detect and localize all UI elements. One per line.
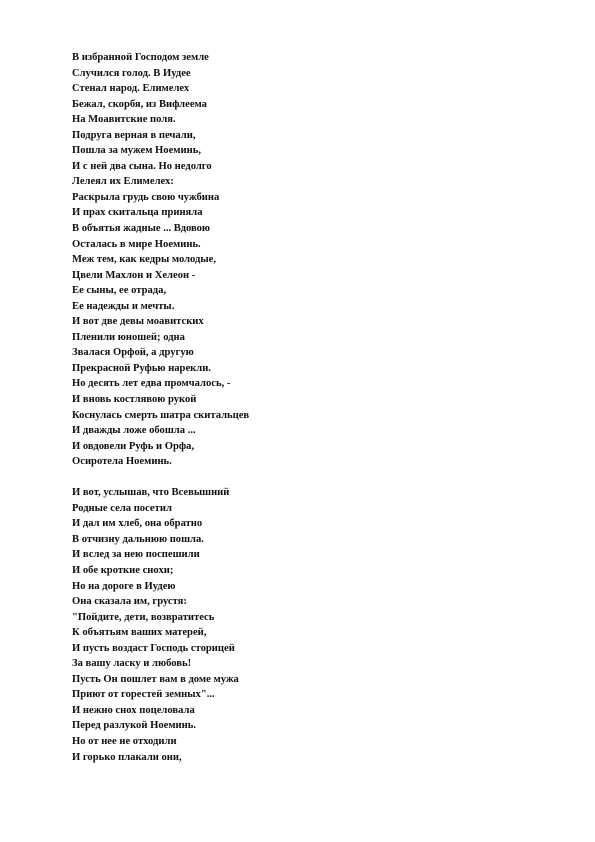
poem-line: Прекрасной Руфью нарекли. — [72, 362, 211, 374]
poem-line: Случился голод. В Иудее — [72, 67, 191, 79]
poem-line: Коснулась смерть шатра скитальцев — [72, 409, 250, 421]
poem-line: Но от нее не отходили — [72, 736, 177, 748]
poem-line: И дважды ложе обошла ... — [72, 425, 196, 437]
poem-line: И прах скитальца приняла — [72, 207, 203, 219]
poem-line: Пусть Он пошлет вам в доме мужа — [72, 673, 239, 685]
poem-line: Стенал народ. Елимелех — [72, 83, 190, 95]
poem-line: И вот, услышав, что Всевышний — [72, 487, 230, 499]
poem-line: И обе кроткие снохи; — [72, 565, 174, 576]
poem-line: Звалася Орфой, а другую — [72, 347, 194, 359]
poem-line: Бежал, скорбя, из Вифлеема — [72, 98, 207, 110]
poem-line: Осиротела Ноеминь. — [72, 456, 172, 468]
poem-line: Приют от горестей земных"... — [72, 689, 215, 701]
poem-line: И пусть воздаст Господь сторицей — [72, 642, 235, 654]
poem-line: Меж тем, как кедры молодые, — [72, 254, 217, 266]
poem-line: К объятьям ваших матерей, — [72, 627, 207, 639]
poem-line: Цвели Махлон и Хелеон - — [72, 269, 196, 281]
poem-line: На Моавитские поля. — [72, 114, 176, 126]
poem-line: Подруга верная в печали, — [72, 129, 196, 141]
poem-line: Осталась в мире Ноеминь. — [72, 238, 201, 250]
poem-line: Родные села посетил — [72, 502, 172, 514]
poem-line: И вновь костлявою рукой — [72, 394, 197, 406]
poem-line: Но десять лет едва промчалось, - — [72, 378, 231, 390]
poem-line: И дал им хлеб, она обратно — [72, 518, 203, 530]
poem-line: Ее надежды и мечты. — [72, 300, 175, 312]
poem-line: Но на дороге в Иудею — [72, 580, 176, 592]
poem-line: И нежно снох поцеловала — [72, 704, 195, 716]
poem-line: Ее сыны, ее отрада, — [72, 285, 167, 297]
poem-line: Лелеял их Елимелех: — [72, 176, 174, 188]
poem-line: Она сказала им, грустя: — [72, 596, 187, 608]
poem-line: Раскрыла грудь свою чужбина — [72, 191, 220, 203]
poem-line: В отчизну дальнюю пошла. — [72, 533, 204, 545]
poem-line: В избранной Господом земле — [72, 52, 209, 63]
poem-line: И с ней два сына. Но недолго — [72, 160, 212, 172]
poem-line: За вашу ласку и любовь! — [72, 658, 192, 670]
poem-line: Пленили юношей; одна — [72, 331, 185, 343]
poem-line: В объятья жадные ... Вдовою — [72, 223, 211, 235]
poem-line: Пошла за мужем Ноеминь, — [72, 145, 201, 157]
poem-line: "Пойдите, дети, возвратитесь — [72, 611, 215, 623]
poem-line: И вот две девы моавитских — [72, 316, 204, 328]
poem-line: Перед разлукой Ноеминь. — [72, 720, 197, 732]
poem-body — [72, 50, 552, 765]
poem-line: И горько плакали они, — [72, 751, 182, 763]
stanza-2 — [72, 485, 552, 765]
poem-line: И вслед за нею поспешили — [72, 549, 200, 561]
stanza-1 — [72, 50, 552, 470]
poem-line: И овдовели Руфь и Орфа, — [72, 440, 195, 452]
